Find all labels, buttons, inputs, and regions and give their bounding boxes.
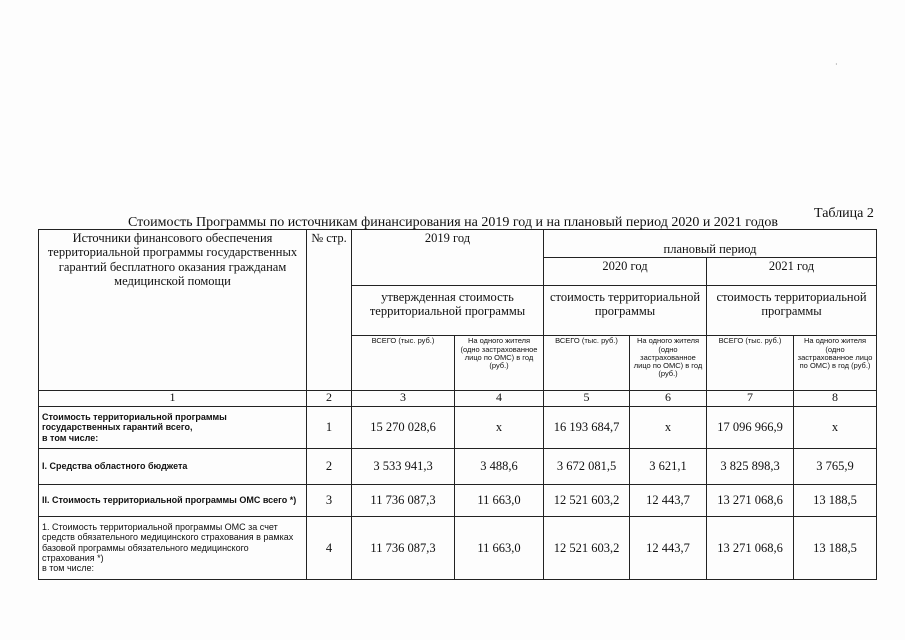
cell-per-resident-2021: 13 188,5 (794, 516, 877, 579)
column-number: 3 (352, 391, 455, 407)
cell-per-resident-2019: 11 663,0 (455, 516, 544, 579)
column-number: 5 (544, 391, 630, 407)
header-approved-cost: утвержденная стоимость территориальной программы (352, 285, 544, 336)
table-row (39, 407, 877, 449)
cell-per-resident-2020: х (630, 407, 707, 449)
cell-per-resident-2021: 3 765,9 (794, 449, 877, 485)
row-sublabel: в том числе: (42, 432, 99, 443)
header-total-2019: ВСЕГО (тыс. руб.) (352, 336, 455, 391)
header-row-number: № стр. (307, 230, 352, 391)
header-per-resident-2021: На одного жителя (одно застрахованное лицо по ОМС) в год (руб.) (794, 336, 877, 391)
cell-per-resident-2021: х (794, 407, 877, 449)
cell-per-resident-2020: 12 443,7 (630, 516, 707, 579)
cell-total-2020: 12 521 603,2 (544, 485, 630, 517)
header-year-2019: 2019 год (352, 230, 544, 286)
row-number: 2 (307, 449, 352, 485)
cell-total-2021: 17 096 966,9 (707, 407, 794, 449)
cell-total-2021: 13 271 068,6 (707, 516, 794, 579)
row-sublabel: в том числе: (42, 563, 94, 574)
row-label: II. Стоимость территориальной программы ОМС всего *) (42, 495, 297, 506)
cell-total-2021: 3 825 898,3 (707, 449, 794, 485)
table-row (39, 449, 877, 485)
row-number: 1 (307, 407, 352, 449)
row-label: 1. Стоимость территориальной программы ОМС за счет средств обязательного медицинского страхования в рамках базовой программы обязательного медицинского страхования *) (42, 521, 294, 564)
row-number: 3 (307, 485, 352, 517)
cell-per-resident-2021: 13 188,5 (794, 485, 877, 517)
cell-per-resident-2019: 11 663,0 (455, 485, 544, 517)
column-number: 4 (455, 391, 544, 407)
cell-total-2019: 11 736 087,3 (352, 485, 455, 517)
header-cost-2021: стоимость территориальной программы (707, 285, 877, 336)
corner-mark: · (835, 60, 838, 69)
row-label: Стоимость территориальной программы государственных гарантий всего, (42, 412, 227, 433)
header-cost-2020: стоимость территориальной программы (544, 285, 707, 336)
header-year-2021: 2021 год (707, 258, 877, 285)
table-number: Таблица 2 (814, 206, 874, 221)
header-total-2021: ВСЕГО (тыс. руб.) (707, 336, 794, 391)
program-cost-table (38, 229, 877, 580)
document-title: Стоимость Программы по источникам финансирования на 2019 год и на плановый период 2020 и 2021 годов (128, 215, 779, 230)
header-per-resident-2020: На одного жителя (одно застрахованное лицо по ОМС) в год (руб.) (630, 336, 707, 391)
column-number: 7 (707, 391, 794, 407)
header-planned-period: плановый период (544, 230, 877, 258)
cell-total-2020: 12 521 603,2 (544, 516, 630, 579)
header-total-2020: ВСЕГО (тыс. руб.) (544, 336, 630, 391)
header-sources: Источники финансового обеспечения территориальной программы государственных гарантий бесплатного оказания гражданам медицинской помощи (39, 230, 307, 391)
column-number: 8 (794, 391, 877, 407)
table-row (39, 485, 877, 517)
cell-total-2019: 11 736 087,3 (352, 516, 455, 579)
header-year-2020: 2020 год (544, 258, 707, 285)
cell-total-2020: 3 672 081,5 (544, 449, 630, 485)
cell-total-2019: 3 533 941,3 (352, 449, 455, 485)
table-row (39, 516, 877, 579)
cell-total-2019: 15 270 028,6 (352, 407, 455, 449)
column-number: 1 (39, 391, 307, 407)
cell-per-resident-2020: 3 621,1 (630, 449, 707, 485)
column-number: 2 (307, 391, 352, 407)
header-per-resident-2019: На одного жителя (одно застрахованное лицо по ОМС) в год (руб.) (455, 336, 544, 391)
column-number: 6 (630, 391, 707, 407)
cell-per-resident-2020: 12 443,7 (630, 485, 707, 517)
row-number: 4 (307, 516, 352, 579)
row-label: I. Средства областного бюджета (42, 461, 188, 472)
cell-total-2021: 13 271 068,6 (707, 485, 794, 517)
cell-per-resident-2019: х (455, 407, 544, 449)
cell-per-resident-2019: 3 488,6 (455, 449, 544, 485)
cell-total-2020: 16 193 684,7 (544, 407, 630, 449)
